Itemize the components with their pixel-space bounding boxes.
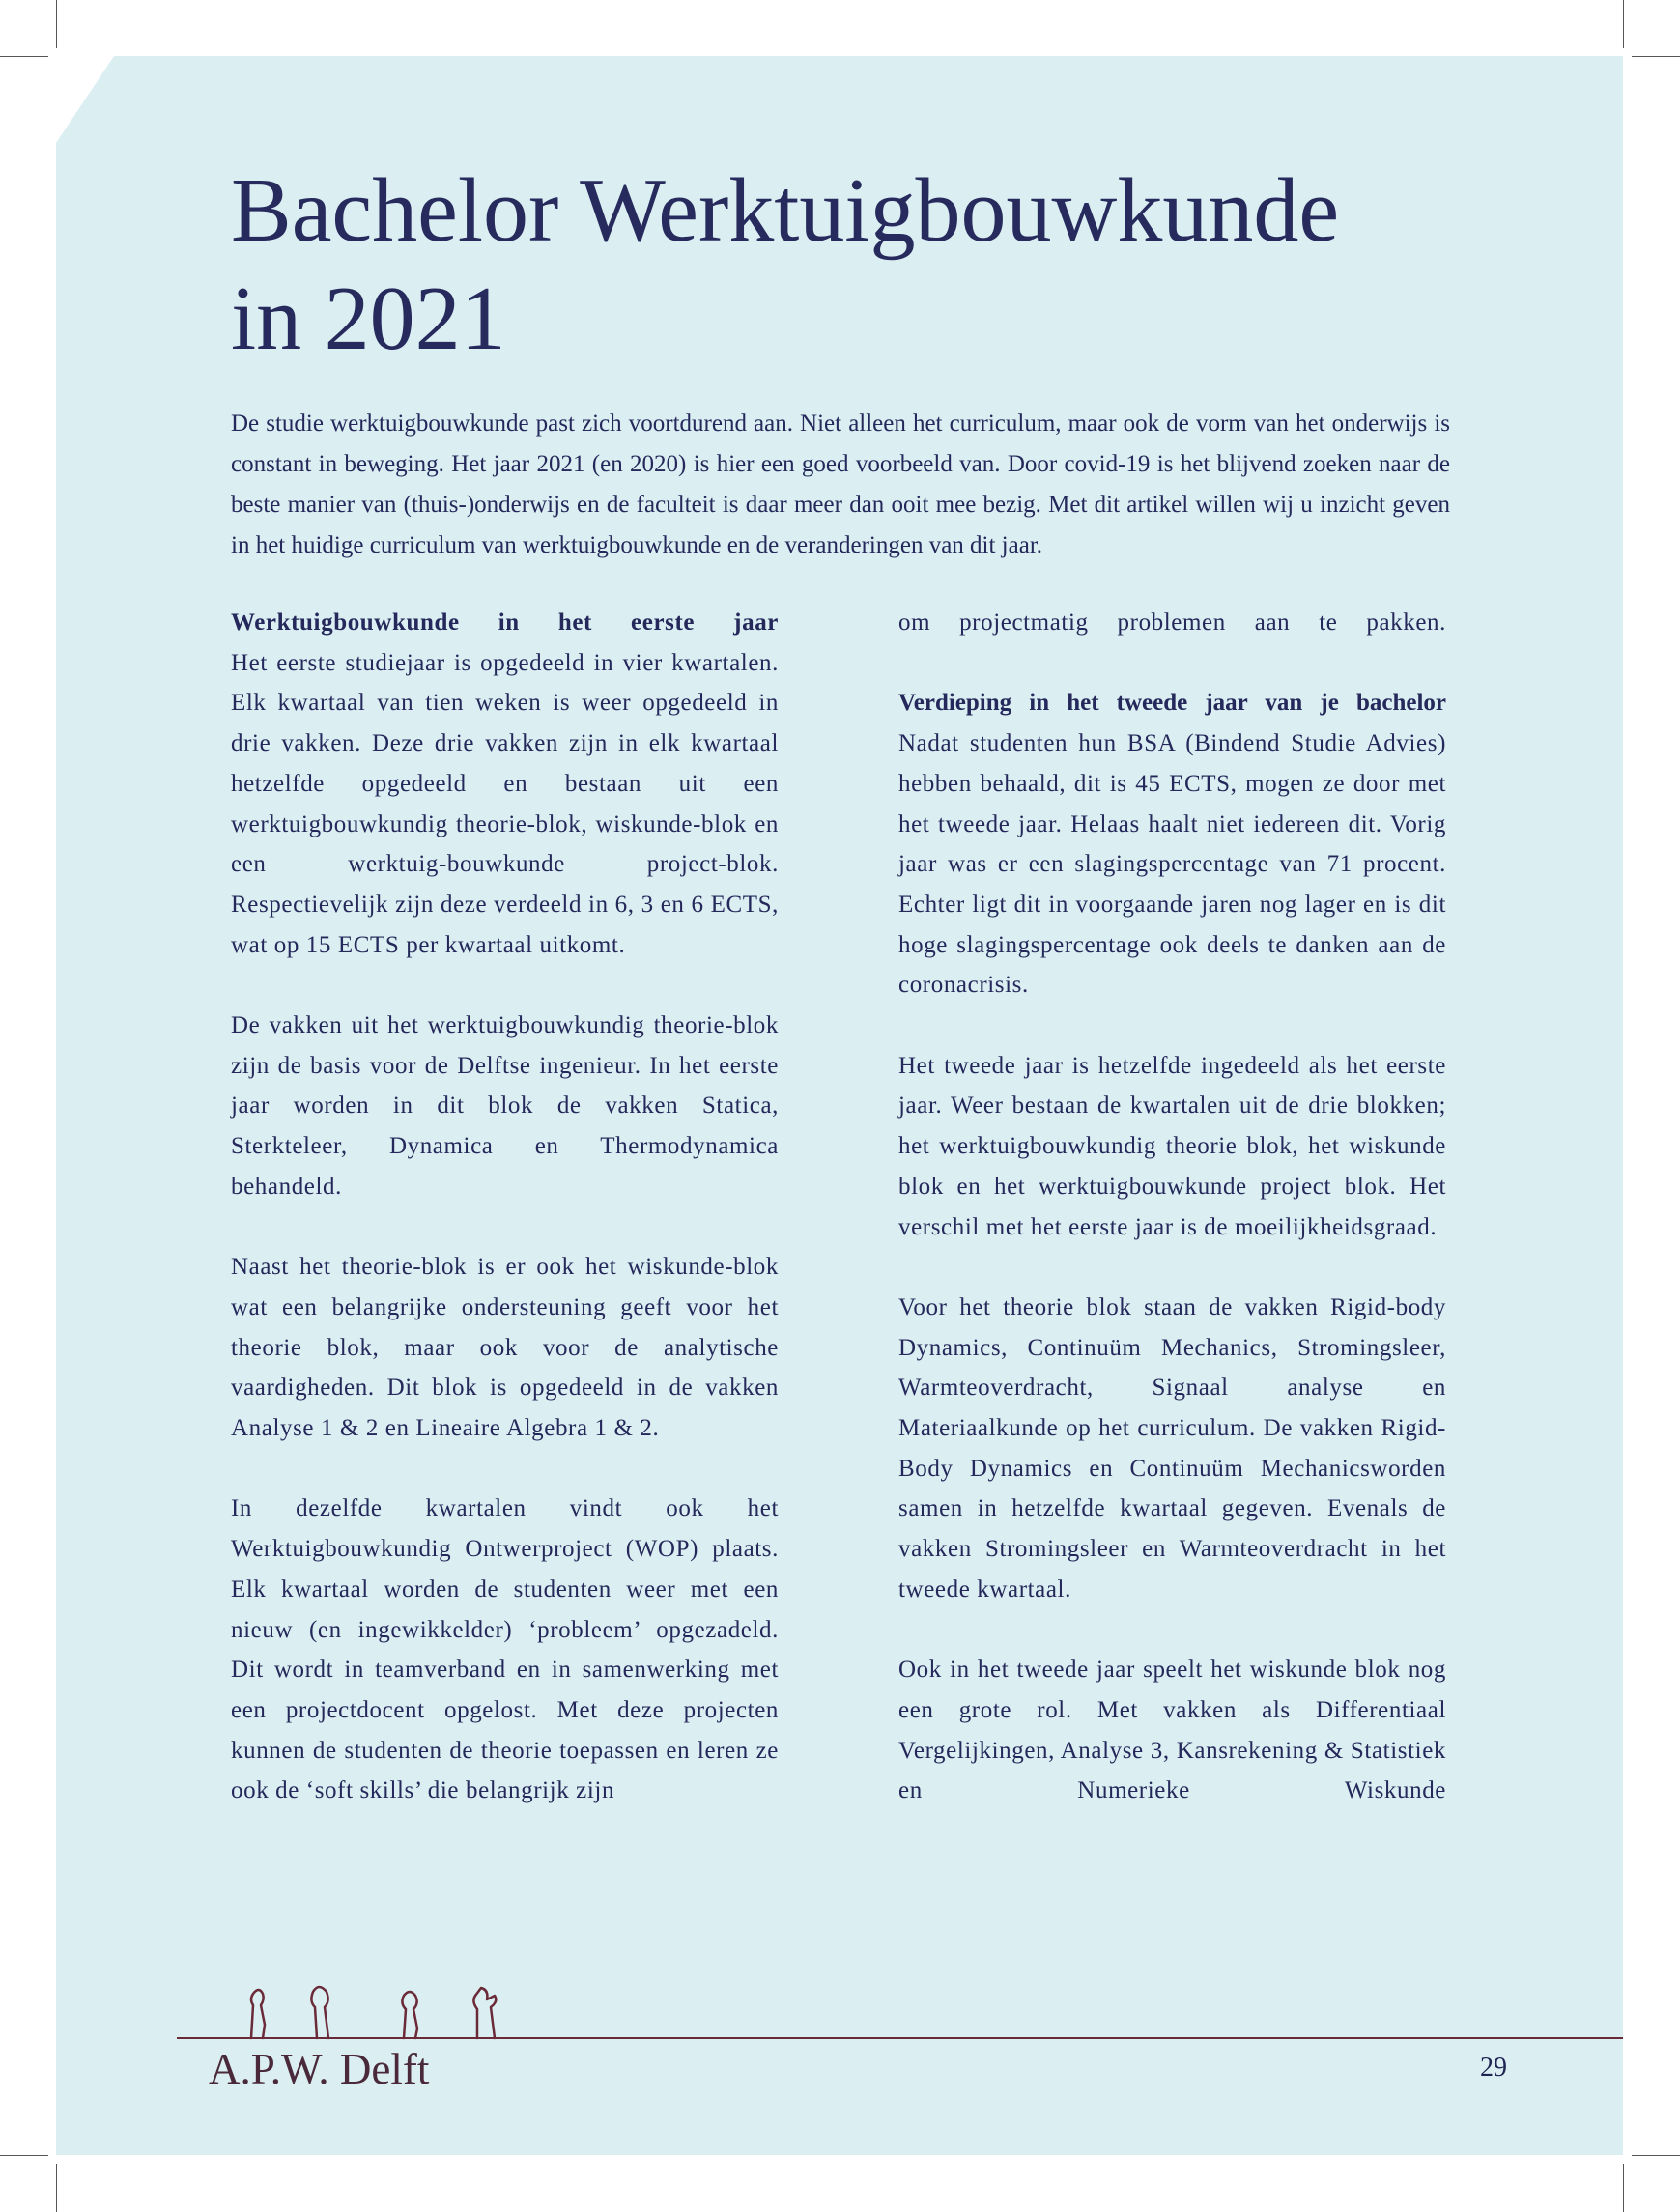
section-heading-first-year: Werktuigbouwkunde in het eerste jaar bbox=[231, 610, 779, 636]
crop-mark bbox=[1632, 56, 1680, 57]
crop-mark bbox=[1623, 2164, 1624, 2212]
column-right bbox=[898, 603, 1446, 1811]
crop-mark bbox=[0, 56, 48, 57]
footer-rule bbox=[177, 2037, 1623, 2039]
paragraph: Het tweede jaar is hetzelfde ingedeeld als het eerste jaar. Weer bestaan de kwartalen uit de drie blokken; het werktuigbouwkundig theorie blok, het wiskunde blok en het werktuigbouwkunde project blok. Het verschil met het eerste jaar is de moeilijkheidsgraad. bbox=[898, 1052, 1446, 1240]
crop-mark bbox=[1632, 2155, 1680, 2156]
article-intro: De studie werktuigbouwkunde past zich voortdurend aan. Niet alleen het curriculum, maar ook de vorm van het onderwijs is constant in beweging. Het jaar 2021 (en 2020) is hier een goed voorbeeld van. Door covid-19 is het blijvend zoeken naar de beste manier van (thuis-)onderwijs en de faculteit is daar meer dan ooit mee bezig. Met dit artikel willen wij u inzicht geven in het huidige curriculum van werktuigbouwkunde en de veranderingen van dit jaar. bbox=[231, 411, 1450, 558]
paragraph: Het eerste studiejaar is opgedeeld in vier kwartalen. Elk kwartaal van tien weken is weer opgedeeld in drie vakken. Deze drie vakken zijn in elk kwartaal hetzelfde opgedeeld en bestaan uit een werktuigbouwkundig theorie-blok, wiskunde-blok en een werktuig-bouwkunde project-blok. Respectievelijk zijn deze verdeeld in 6, 3 en 6 ECTS, wat op 15 ECTS per kwartaal uitkomt. bbox=[231, 649, 779, 958]
paragraph: Voor het theorie blok staan de vakken Rigid-body Dynamics, Continuüm Mechanics, Stromingsleer, Warmteoverdracht, Signaal analyse en Materiaalkunde op het curriculum. De vakken Rigid-Body Dynamics en Continuüm Mechanicsworden samen in hetzelfde kwartaal gegeven. Evenals de vakken Stromingsleer en Warmteoverdracht in het tweede kwartaal. bbox=[898, 1293, 1446, 1602]
page-number: 29 bbox=[1480, 2053, 1507, 2083]
paragraph-continuation: om projectmatig problemen aan te pakken. bbox=[898, 610, 1446, 636]
column-left bbox=[231, 603, 779, 1811]
crop-mark bbox=[1623, 0, 1624, 48]
footer-figures-logo bbox=[242, 1967, 522, 2040]
section-heading-second-year: Verdieping in het tweede jaar van je bachelor bbox=[898, 690, 1446, 717]
crop-mark bbox=[56, 0, 57, 48]
article-title: Bachelor Werktuigbouwkunde in 2021 bbox=[231, 160, 1340, 369]
paragraph: Nadat studenten hun BSA (Bindend Studie Advies) hebben behaald, dit is 45 ECTS, mogen ze door met het tweede jaar. Helaas haalt niet iedereen dit. Vorig jaar was er een slagingspercentage van 71 procent. Echter ligt dit in voorgaande jaren nog lager en is dit hoge slagingspercentage ook deels te danken aan de coronacrisis. bbox=[898, 730, 1446, 999]
paragraph: In dezelfde kwartalen vindt ook het Werktuigbouwkundig Ontwerproject (WOP) plaats. Elk kwartaal worden de studenten weer met een nieuw (en ingewikkelder) ‘probleem’ opgezadeld. Dit wordt in teamverband en in samenwerking met een projectdocent opgelost. Met deze projecten kunnen de studenten de theorie toepassen en leren ze ook de ‘soft skills’ die belangrijk zijn bbox=[231, 1495, 779, 1804]
paragraph: De vakken uit het werktuigbouwkundig theorie-blok zijn de basis voor de Delftse ingenieur. In het eerste jaar worden in dit blok de vakken Statica, Sterkteleer, Dynamica en Thermodynamica behandeld. bbox=[231, 1012, 779, 1200]
footer-brand: A.P.W. Delft bbox=[209, 2045, 430, 2093]
crop-mark bbox=[56, 2164, 57, 2212]
paragraph: Ook in het tweede jaar speelt het wiskunde blok nog een grote rol. Met vakken als Differentiaal Vergelijkingen, Analyse 3, Kansrekening & Statistiek en Numerieke Wiskunde bbox=[898, 1657, 1446, 1804]
crop-mark bbox=[0, 2155, 48, 2156]
paragraph: Naast het theorie-blok is er ook het wiskunde-blok wat een belangrijke ondersteuning geeft voor het theorie blok, maar ook voor de analytische vaardigheden. Dit blok is opgedeeld in de vakken Analyse 1 & 2 en Lineaire Algebra 1 & 2. bbox=[231, 1254, 779, 1442]
